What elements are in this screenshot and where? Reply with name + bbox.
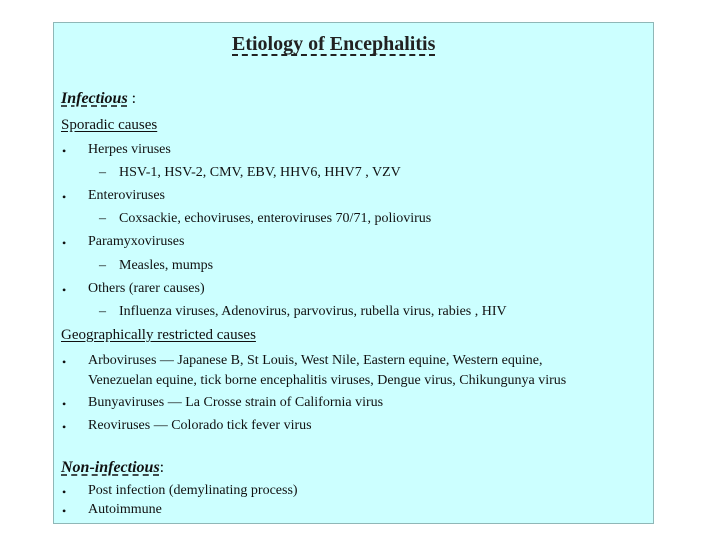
noninfectious-heading-suffix: : — [159, 459, 165, 476]
bullet-icon: • — [62, 283, 67, 297]
list-item: Others (rarer causes) — [88, 281, 205, 296]
list-item: Autoimmune — [88, 502, 162, 517]
bullet-icon: • — [62, 504, 67, 518]
sporadic-causes-heading: Sporadic causes — [61, 117, 158, 133]
list-item: Paramyxoviruses — [88, 234, 185, 249]
bullet-icon: • — [62, 397, 67, 411]
dash-icon: – — [99, 211, 106, 226]
list-item: Herpes viruses — [88, 142, 171, 157]
bullet-icon: • — [62, 420, 67, 434]
infectious-heading — [61, 90, 136, 108]
list-item: Arboviruses — Japanese B, St Louis, West Nile, Eastern equine, Western equine, — [88, 353, 543, 368]
infectious-heading-text: Infectious — [61, 90, 128, 107]
bullet-icon: • — [62, 190, 67, 204]
noninfectious-heading-text: Non-infectious — [61, 459, 160, 476]
dash-icon: – — [99, 258, 106, 273]
bullet-icon: • — [62, 144, 67, 158]
infectious-heading-suffix: : — [127, 90, 137, 107]
list-item: Enteroviruses — [88, 188, 165, 203]
list-subitem: Coxsackie, echoviruses, enteroviruses 70/71, poliovirus — [119, 211, 432, 226]
list-subitem: HSV-1, HSV-2, CMV, EBV, HHV6, HHV7 , VZV — [119, 165, 401, 180]
list-item: Bunyaviruses — La Crosse strain of California virus — [88, 395, 384, 410]
slide-title: Etiology of Encephalitis — [232, 33, 436, 55]
geographic-causes-heading: Geographically restricted causes — [61, 327, 256, 343]
bullet-icon: • — [62, 485, 67, 499]
dash-icon: – — [99, 304, 106, 319]
dash-icon: – — [99, 165, 106, 180]
bullet-icon: • — [62, 355, 67, 369]
bullet-icon: • — [62, 236, 67, 250]
list-item: Post infection (demylinating process) — [88, 483, 298, 498]
list-subitem: Measles, mumps — [119, 258, 214, 273]
noninfectious-heading — [61, 459, 164, 477]
list-item: Reoviruses — Colorado tick fever virus — [88, 418, 312, 433]
list-item-continuation: Venezuelan equine, tick borne encephalitis viruses, Dengue virus, Chikungunya virus — [88, 373, 567, 388]
list-subitem: Influenza viruses, Adenovirus, parvovirus, rubella virus, rabies , HIV — [119, 304, 507, 319]
